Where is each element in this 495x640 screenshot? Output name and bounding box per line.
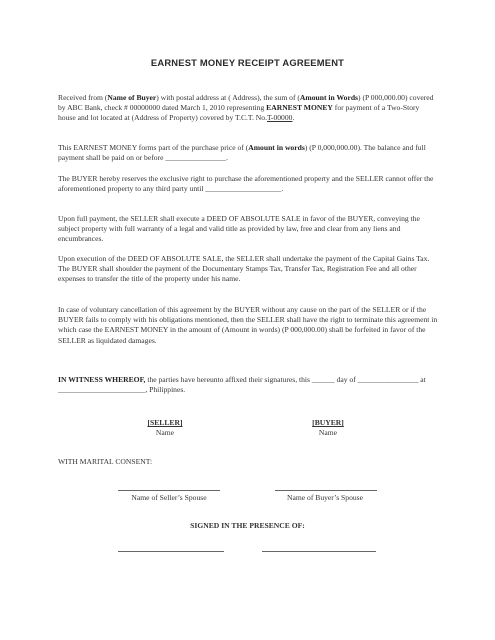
cancellation-paragraph: In case of voluntary cancellation of this agreement by the BUYER without any cause on the part of the SELLER or if the BUYER fails to comply with his obligations mentioned, then the SELLER shall have the right to terminate this agreement in which case the EARNEST MONEY in the amount of (Amount in words) (P 000,000.00) shall be forfeited in favor of the SELLER as liquidated damages.: [58, 305, 438, 345]
buyer-signature-block: [268, 418, 388, 438]
buyer-name-placeholder: Name of Buyer: [107, 93, 157, 102]
buyer-name: Name: [318, 428, 338, 438]
seller-spouse-signature-line: [118, 490, 220, 491]
buyer-spouse-signature-line: [275, 490, 377, 491]
amount-in-words: Amount in Words: [299, 93, 359, 102]
seller-spouse-name: Name of Seller’s Spouse: [131, 493, 207, 502]
document-title: EARNEST MONEY RECEIPT AGREEMENT: [150, 57, 345, 68]
witness-1-signature-line: [118, 551, 224, 552]
buyer-spouse-name: Name of Buyer’s Spouse: [287, 493, 363, 502]
taxes-paragraph: Upon execution of the DEED OF ABSOLUTE SALE, the SELLER shall undertake the payment of the Capital Gains Tax. The BUYER shall shoulder the payment of the Documentary Stamps Tax, Transfer Tax, Registration Fee and all other expenses to transfer the title of the property under his name.: [58, 254, 430, 284]
witness-2-signature-line: [262, 551, 376, 552]
witness-paragraph: IN WITNESS WHEREOF, the parties have hereunto affixed their signatures, this ______ day of ________________ at _______________________, Philippines.: [58, 375, 426, 395]
earnest-money-term: EARNEST MONEY: [266, 103, 333, 113]
buyer-label: [BUYER]: [312, 418, 344, 427]
seller-name: Name: [155, 428, 175, 438]
exclusive-right-paragraph: The BUYER hereby reserves the exclusive right to purchase the aforementioned property and the SELLER cannot offer the aforementioned property to any third party until ____________________.: [58, 174, 434, 194]
tct-number: T-00000: [266, 113, 293, 123]
amount-in-words-2: Amount in words: [248, 143, 305, 152]
seller-signature-block: [105, 418, 225, 438]
purchase-price-paragraph: This EARNEST MONEY forms part of the purchase price of (Amount in words) (P 0,000,000.00). The balance and full payment shall be paid on or before ________________.: [58, 143, 426, 163]
receipt-paragraph: Received from (Name of Buyer) with postal address at ( Address), the sum of (Amount in Words) (P 000,000.00) covered by ABC Bank, check # 00000000 dated March 1, 2010 representing EARNEST MONEY for payment of a Two-Story house and lot located at (Address of Property) covered by T.C.T. No.T-00000.: [58, 93, 434, 123]
deed-of-sale-paragraph: Upon full payment, the SELLER shall execute a DEED OF ABSOLUTE SALE in favor of the BUYER, conveying the subject property with full warranty of a legal and valid title as provided by law, free and clear from any liens and encumbrances.: [58, 214, 420, 244]
signed-presence-heading: SIGNED IN THE PRESENCE OF:: [190, 521, 305, 530]
marital-consent-label: WITH MARITAL CONSENT:: [58, 457, 153, 466]
seller-label: [SELLER]: [147, 418, 183, 427]
